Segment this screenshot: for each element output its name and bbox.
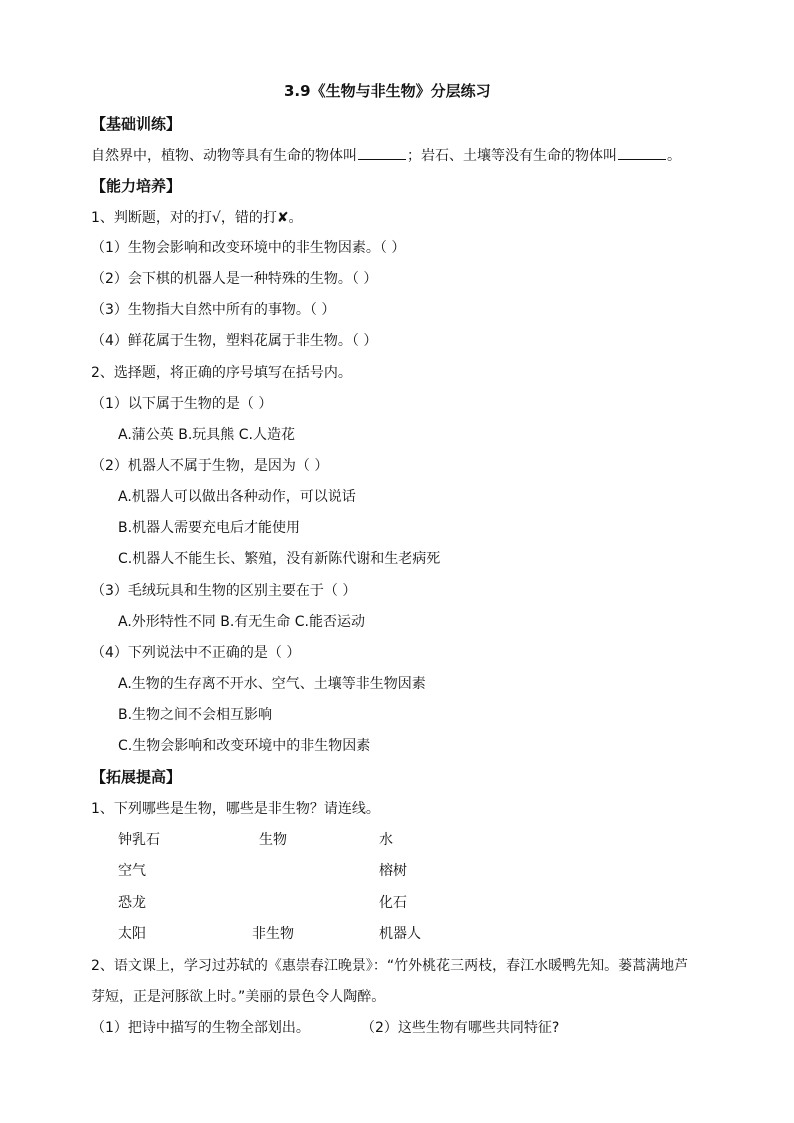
- choice-option-4b: B.生物之间不会相互影响: [118, 707, 273, 723]
- choice-question-4: （4）下列说法中不正确的是（ ）: [91, 645, 301, 661]
- sentence-end: 。: [667, 148, 681, 164]
- match-middle-item[interactable]: 生物: [259, 832, 287, 848]
- choice-option-4a: A.生物的生存离不开水、空气、土壤等非生物因素: [118, 676, 426, 692]
- judge-item-2: （2）会下棋的机器人是一种特殊的生物。（ ）: [91, 271, 378, 287]
- match-right-item[interactable]: 化石: [379, 895, 407, 911]
- judge-item-3: （3）生物指大自然中所有的事物。（ ）: [91, 302, 336, 318]
- choice-question-1: （1）以下属于生物的是（ ）: [91, 396, 273, 412]
- matching-question-stem: 1、下列哪些是生物，哪些是非生物？请连线。: [91, 801, 380, 817]
- choice-option-2b: B.机器人需要充电后才能使用: [118, 520, 301, 536]
- poem-subquestion-1: （1）把诗中描写的生物全部划出。: [91, 1020, 310, 1036]
- match-right-item[interactable]: 机器人: [379, 926, 421, 942]
- section-heading-extend: 【拓展提高】: [91, 768, 182, 786]
- match-right-item[interactable]: 水: [379, 832, 393, 848]
- poem-question-line-2: 芽短，正是河豚欲上时。”美丽的景色令人陶醉。: [91, 989, 386, 1005]
- match-middle-item[interactable]: 非生物: [252, 926, 294, 942]
- choice-option-4c: C.生物会影响和改变环境中的非生物因素: [118, 738, 371, 754]
- judge-item-1: （1）生物会影响和改变环境中的非生物因素。（ ）: [91, 240, 406, 256]
- poem-question-line-1: 2、语文课上，学习过苏轼的《惠崇春江晚景》：“竹外桃花三两枝，春江水暖鸭先知。蒌蒿满地芦: [91, 958, 689, 974]
- choice-question-2: （2）机器人不属于生物，是因为（ ）: [91, 458, 329, 474]
- judge-item-4: （4）鲜花属于生物，塑料花属于非生物。（ ）: [91, 333, 378, 349]
- answer-blank-2[interactable]: [618, 145, 666, 160]
- choice-options-3: A.外形特性不同 B.有无生命 C.能否运动: [118, 614, 365, 630]
- sentence-part-b: ；岩石、土壤等没有生命的物体叫: [407, 148, 617, 164]
- sentence-part-a: 自然界中，植物、动物等具有生命的物体叫: [91, 148, 357, 164]
- question-2-stem: 2、选择题，将正确的序号填写在括号内。: [91, 365, 352, 381]
- match-left-item[interactable]: 太阳: [118, 926, 146, 942]
- section-heading-basic: 【基础训练】: [91, 115, 182, 133]
- match-left-item[interactable]: 空气: [118, 863, 146, 879]
- match-left-item[interactable]: 钟乳石: [118, 832, 160, 848]
- choice-question-3: （3）毛绒玩具和生物的区别主要在于（ ）: [91, 583, 357, 599]
- choice-option-2c: C.机器人不能生长、繁殖，没有新陈代谢和生老病死: [118, 551, 441, 567]
- choice-options-1: A.蒲公英 B.玩具熊 C.人造花: [118, 427, 295, 443]
- match-right-item[interactable]: 榕树: [379, 863, 407, 879]
- section-heading-ability: 【能力培养】: [91, 177, 182, 195]
- match-left-item[interactable]: 恐龙: [118, 895, 146, 911]
- fill-blank-sentence: [91, 145, 681, 166]
- poem-subquestion-2: （2）这些生物有哪些共同特征?: [361, 1020, 560, 1036]
- question-1-stem: 1、判断题，对的打√，错的打✘。: [91, 210, 303, 226]
- choice-option-2a: A.机器人可以做出各种动作，可以说话: [118, 489, 356, 505]
- answer-blank-1[interactable]: [358, 145, 406, 160]
- page-title: 3.9《生物与非生物》分层练习: [284, 82, 491, 100]
